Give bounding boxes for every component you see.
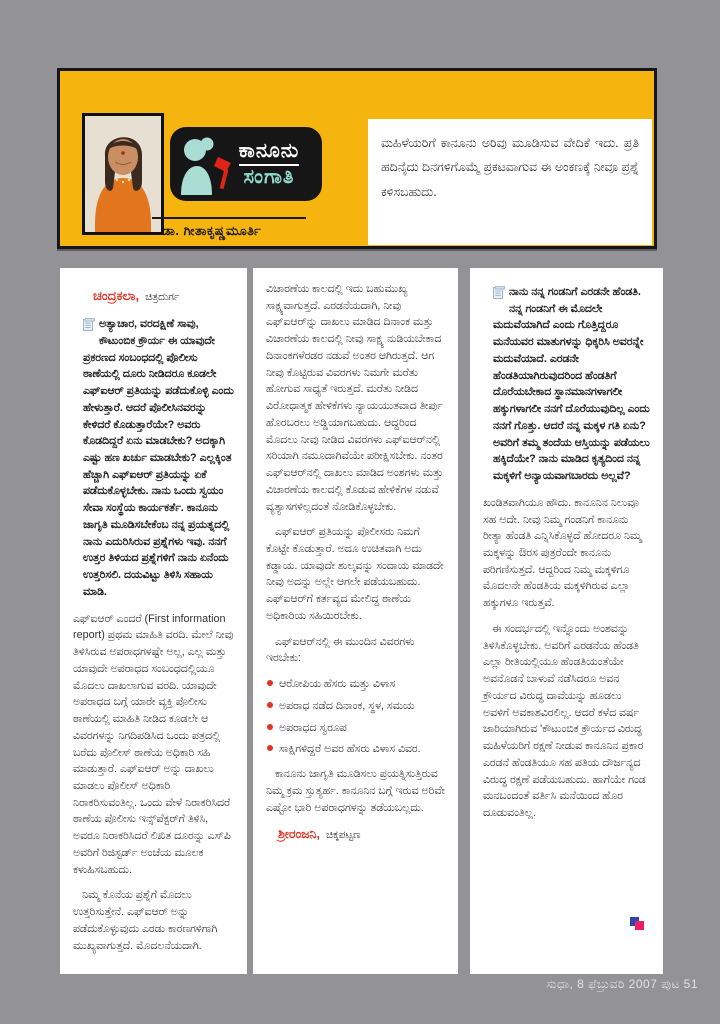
answer-paragraph: ನಿಮ್ಮ ಕೊನೆಯ ಪ್ರಶ್ನೆಗೆ ಮೊದಲು ಉತ್ತರಿಸುತ್ತೇನೆ. ಎಫ್ಐಆರ್ ಅನ್ನು ಪಡೆದುಕೊಳ್ಳುವುದು ಎರಡು ಕಾರಣಗಳಿಗಾಗಿ ಮುಖ್ಯವಾಗುತ್ತದೆ. ಮೊದಲನೆಯದಾಗಿ. — [73, 889, 218, 952]
question-paragraph — [493, 284, 650, 485]
questioner-place: ಚಿತ್ರದುರ್ಗ — [145, 291, 180, 303]
article-column-1 — [60, 268, 247, 974]
answer-paragraph: ಎಫ್ಐಆರ್‌ನಲ್ಲಿ ಈ ಮುಂದಿನ ವಿವರಗಳು ಇರಬೇಕು: — [266, 635, 415, 665]
answer-paragraph: ಎಫ್ಐಆರ್ ಪ್ರತಿಯನ್ನು ಪೊಲೀಸರು ನಿಮಗೆ ಕೊಟ್ಟೇ ಕೊಡುತ್ತಾರೆ. ಅದೂ ಉಚಿತವಾಗಿ ಅದು ಕಡ್ಡಾಯ. ಯಾವುದೇ ಶುಲ್ಕವನ್ನು ಸಂದಾಯ ಮಾಡದೇ ನೀವು ಅದನ್ನು ಅಲ್ಲೇ ಆಗಲೇ ಪಡೆಯಬಹುದು. ಎಫ್ಐಆರ್‌ಗೆ ಕರ್ತವ್ಯದ ಮೇಲಿದ್ದ ಠಾಣೆಯ ಅಧಿಕಾರಿಯ ಸಹಿಯಿರಬೇಕು. — [266, 526, 444, 622]
column-header-banner — [57, 68, 657, 249]
list-item-text: ಅಪರಾಧ ನಡೆದ ದಿನಾಂಕ, ಸ್ಥಳ, ಸಮಯ — [279, 699, 415, 712]
intro-text: ಮಹಿಳೆಯರಿಗೆ ಕಾನೂನು ಅರಿವು ಮೂಡಿಸುವ ವೇದಿಕೆ ಇದು. ಪ್ರತಿ ಹದಿನೈದು ದಿನಗಳಿಗೊಮ್ಮೆ ಪ್ರಕಟವಾಗುವ ಈ ಅಂಕಣಕ್ಕೆ ನೀವೂ ಪ್ರಶ್ನೆ ಕಳಿಸಬಹುದು. — [381, 136, 639, 199]
author-name: ಡಾ. ಗೀತಾಕೃಷ್ಣಮೂರ್ತಿ — [162, 223, 262, 238]
question-text: ನಾನು ನನ್ನ ಗಂಡನಿಗೆ ಎರಡನೇ ಹೆಂಡತಿ. ನನ್ನ ಗಂಡನಿಗೆ ಈ ಮೊದಲೇ ಮದುವೆಯಾಗಿದೆ ಎಂದು ಗೊತ್ತಿದ್ದರೂ ಮನೆಯವರ ಮಾತುಗಳನ್ನು ಧಿಕ್ಕರಿಸಿ ಅವರನ್ನೇ ಮದುವೆಯಾದೆ. ಎರಡನೇ ಹೆಂಡತಿಯಾಗಿರುವುದರಿಂದ ಹೆಂಡತಿಗೆ ದೊರೆಯಬೇಕಾದ ಸ್ಥಾನಮಾನಗಳಾಗಲೀ ಹಕ್ಕುಗಳಾಗಲೀ ನನಗೆ ದೊರೆಯುವುದಿಲ್ಲ ಎಂದು ನನಗೆ ಗೊತ್ತು. ಆದರೆ ನನ್ನ ಮಕ್ಕಳ ಗತಿ ಏನು? ಅವರಿಗೆ ತಮ್ಮ ತಂದೆಯ ಆಸ್ತಿಯನ್ನು ಪಡೆಯಲು ಹಕ್ಕಿದೆಯೇ? ನಾನು ಮಾಡಿದ ಕೃತ್ಯದಿಂದ ನನ್ನ ಮಕ್ಕಳಿಗೆ ಅನ್ಯಾಯವಾಗಬಾರದು ಅಲ್ಲವೆ? — [493, 286, 650, 483]
column-title — [224, 140, 314, 189]
questioner-name: ಚಂದ್ರಕಲಾ, — [93, 288, 140, 303]
questioner-heading — [93, 286, 234, 306]
article-column-3 — [470, 268, 663, 974]
author-divider-line — [152, 217, 306, 219]
article-end-mark-icon — [630, 917, 645, 932]
gavel-icon — [214, 157, 234, 194]
answer-paragraph: ಈ ಸಂದರ್ಭದಲ್ಲಿ ಇನ್ನೊಂದು ಅಂಶವನ್ನು ತಿಳಿಸಿಕೊಳ್ಳಬೇಕು. ಅವರಿಗೆ ಎರಡನೆಯ ಹೆಂಡತಿ ಎಲ್ಲಾ ರೀತಿಯಲ್ಲಿಯೂ ಹೆಂಡತಿಯಂತೆಯೇ ಅವನೊಡನೆ ಬಾಳುವೆ ನಡೆಸಿದರೂ ಅವನ ಕ್ರೌರ್ಯದ ವಿರುದ್ಧ ದಾವೆಯನ್ನು ಹೂಡಲು ಅವಳಿಗೆ ಅವಕಾಶವಿರಲಿಲ್ಲ. ಆದರೆ ಕಳೆದ ವರ್ಷ ಜಾರಿಯಾಗಿರುವ 'ಕೌಟುಂಬಿಕ ಕ್ರೌರ್ಯದ ವಿರುದ್ಧ ಮಹಿಳೆಯರಿಗೆ ರಕ್ಷಣೆ ನೀಡುವ ಕಾನೂನಿನ ಪ್ರಕಾರ ಎರಡನೆ ಹೆಂಡತಿಯೂ ಸಹ ಪತಿಯ ದೌರ್ಜನ್ಯದ ವಿರುದ್ಧ ರಕ್ಷಣೆ ಪಡೆಯಬಹುದು. ಹಾಗೆಯೇ ಗಂಡ ಮನಬಂದಂತೆ ವರ್ತಿಸಿ ಮನೆಯಿಂದ ಹೊರ ದೂಡುವಂತಿಲ್ಲ. — [483, 622, 646, 820]
list-item-text: ಆರೋಪಿಯ ಹೆಸರು ಮತ್ತು ವಿಳಾಸ — [279, 678, 396, 691]
list-item — [266, 741, 445, 758]
article-column-2 — [253, 268, 458, 974]
list-item-text: ಸಾಕ್ಷಿಗಳಿದ್ದರೆ ಅವರ ಹೆಸರು ವಿಳಾಸ ವಿವರ. — [279, 743, 421, 756]
end-mark-pink-square — [635, 921, 644, 930]
questioner-name: ಶ್ರೀರಂಜನಿ, — [278, 827, 320, 842]
question-paragraph — [83, 316, 234, 600]
question-note-icon — [83, 318, 95, 337]
answer-paragraph: ಎಫ್ಐಆರ್ ಎಂದರೆ (First information report) ಪ್ರಥಮ ಮಾಹಿತಿ ವರದಿ. ಮೇಲೆ ನೀವು ತಿಳಿಸಿರುವ ಅಪರಾಧಗಳಷ್ಟೇ ಅಲ್ಲ, ಎಲ್ಲ ಮತ್ತು ಯಾವುದೇ ಅಪರಾಧದ ಸಂಬಂಧದಲ್ಲಿಯೂ ಮೊದಲು ದಾಖಲಾಗುವ ವರದಿ. ಯಾವುದೇ ಅಪರಾಧದ ಬಗ್ಗೆ ಯಾರೇ ವ್ಯಕ್ತಿ ಪೊಲೀಸು ಠಾಣೆಯಲ್ಲಿ ಮಾಹಿತಿ ನೀಡಿದ ಕೂಡಲೇ ಆ ವಿವರಗಳನ್ನು ನಿಗದಿಪಡಿಸಿದ ಒಂದು ಪತ್ರದಲ್ಲಿ ಬರೆದು ಪೊಲೀಸ್ ಠಾಣೆಯ ಅಧಿಕಾರಿ ಸಹಿ ಮಾಡುತ್ತಾರೆ. ಎಫ್ಐಆರ್ ಅನ್ನು ದಾಖಲು ಮಾಡಲು ಪೊಲೀಸ್ ಅಧಿಕಾರಿ ನಿರಾಕರಿಸುವಂತಿಲ್ಲ. ಒಂದು ವೇಳೆ ನಿರಾಕರಿಸಿದರೆ ಠಾಣೆಯ ಪೊಲೀಸು ಇನ್ಸ್‌ಪೆಕ್ಟರ್‌ಗೆ ತಿಳಿಸಿ, ಅವರೂ ನಿರಾಕರಿಸಿದರೆ ಲಿಖಿತ ದೂರನ್ನು ಎಸ್‌ಪಿ ಅವರಿಗೆ ರಿಜಿಸ್ಟರ್ಡ್ ಅಂಚೆಯ ಮೂಲಕ ಕಳುಹಿಸಬಹುದು. — [73, 612, 234, 876]
next-questioner-heading — [278, 825, 445, 844]
fir-details-list — [266, 676, 445, 758]
answer-paragraph: ವಿಚಾರಣೆಯ ಕಾಲದಲ್ಲಿ ಇದು ಬಹುಮುಖ್ಯ ಸಾಕ್ಷ್ಯವಾಗುತ್ತದೆ. ಎರಡನೆಯದಾಗಿ, ನೀವು ಎಫ್ಐಆರ್‌ನ್ನು ದಾಖಲು ಮಾಡಿದ ದಿನಾಂಕ ಮತ್ತು ವಿಚಾರಣೆಯ ಕಾಲದಲ್ಲಿ ನೀವು ಸಾಕ್ಷ್ಯ ನುಡಿಯಬೇಕಾದ ದಿನಾಂಕಗಳೆರಡರ ನಡುವೆ ಅಂತರ ಆಗಿರುತ್ತದೆ. ಆಗ ನೀವು ಕೊಟ್ಟಿರುವ ವಿವರಗಳು ನಿಮಗೇ ಮರೆತು ಹೋಗುವ ಸಾಧ್ಯತೆ ಇರುತ್ತದೆ. ಮರೆತು ನೀಡಿದ ವಿರೋಧಾತ್ಮಕ ಹೇಳಿಕೆಗಳು ನ್ಯಾಯಯುತವಾದ ತೀರ್ಪು ಹೊರಬರಲು ಅಡ್ಡಿಯಾಗಬಹುದು. ಆದ್ದರಿಂದ ಮೊದಲು ನೀವು ನೀಡಿದ ವಿವರಗಳು ಎಫ್ಐಆರ್‌ನಲ್ಲಿ ಸರಿಯಾಗಿ ನಮೂದಾಗಿವೆಯೇ ಪರೀಕ್ಷಿಸಬೇಕು. ನಂತರ ಎಫ್ಐಆರ್‌ನಲ್ಲಿ ದಾಖಲು ಮಾಡಿದ ಅಂಶಗಳು ಮತ್ತು ವಿಚಾರಣೆಯ ಕಾಲದಲ್ಲಿ ಕೊಡುವ ಹೇಳಿಕೆಗಳ ನಡುವೆ ವ್ಯತ್ಯಾಸಗಳಿಲ್ಲದಂತೆ ನೋಡಿಕೊಳ್ಳಬೇಕು. — [266, 283, 444, 513]
list-item — [266, 720, 445, 737]
bullet-icon — [267, 702, 273, 708]
bullet-icon — [267, 745, 273, 751]
answer-paragraph: ಖಂಡಿತವಾಗಿಯೂ ಹೌದು. ಕಾನೂನಿನ ನಿಲುವೂ ಸಹ ಅದೇ. ನೀವು ನಿಮ್ಮ ಗಂಡನಿಗೆ ಕಾನೂನು ರೀತ್ಯಾ ಹೆಂಡತಿ ಎನ್ನಿಸಿಕೊಳ್ಳದೆ ಹೋದರೂ ನಿಮ್ಮ ಮಕ್ಕಳನ್ನು ಔರಸ ಪುತ್ರರೆಂದೇ ಕಾನೂನು ಪರಿಗಣಿಸುತ್ತದೆ. ಆದ್ದರಿಂದ ನಿಮ್ಮ ಮಕ್ಕಳಿಗೂ ಮೊದಲನೇ ಹೆಂಡತಿಯ ಮಕ್ಕಳಿಗಿರುವ ಎಲ್ಲಾ ಹಕ್ಕುಗಳೂ ಇರುತ್ತವೆ. — [483, 496, 642, 610]
column-logo — [170, 127, 322, 201]
intro-box — [368, 119, 652, 245]
bullet-icon — [267, 680, 273, 686]
question-text: ಅತ್ಯಾಚಾರ, ವರದಕ್ಷಿಣೆ ಸಾವು, ಕೌಟುಂಬಿಕ ಕ್ರೌರ್ಯ ಈ ಯಾವುದೇ ಪ್ರಕರಣದ ಸಂಬಂಧದಲ್ಲಿ ಪೊಲೀಸು ಠಾಣೆಯಲ್ಲಿ ದೂರು ನೀಡಿದರೂ ಕೂಡಲೇ ಎಫ್ಐಆರ್ ಪ್ರತಿಯನ್ನು ಪಡೆದುಕೊಳ್ಳಿ ಎಂದು ಹೇಳುತ್ತಾರೆ. ಆದರೆ ಪೊಲೀಸಿನವರನ್ನು ಕೇಳಿದರೆ ಕೊಡುತ್ತಾರೆಯೇ? ಅವರು ಕೊಡದಿದ್ದರೆ ಏನು ಮಾಡಬೇಕು? ಅದಕ್ಕಾಗಿ ಎಷ್ಟು ಹಣ ಖರ್ಚು ಮಾಡಬೇಕು? ಎಲ್ಲಕ್ಕಿಂತ ಹೆಚ್ಚಾಗಿ ಎಫ್ಐಆರ್ ಪ್ರತಿಯನ್ನು ಏಕೆ ಪಡೆದುಕೊಳ್ಳಬೇಕು. ನಾನು ಒಂದು ಸ್ವಯಂ ಸೇವಾ ಸಂಸ್ಥೆಯ ಕಾರ್ಯಕರ್ತೆ. ಕಾನೂನು ಜಾಗೃತಿ ಮೂಡಿಸಬೇಕೆಂಬ ನನ್ನ ಪ್ರಯತ್ನದಲ್ಲಿ ನಾನು ಎದುರಿಸಿರುವ ಪ್ರಶ್ನೆಗಳು ಇವು. ನನಗೆ ಉತ್ತರ ತಿಳಿಯದ ಪ್ರಶ್ನೆಗಳಿಗೆ ನಾನು ಏನೆಂದು ಉತ್ತರಿಸಲಿ. ದಯವಿಟ್ಟು ತಿಳಿಸಿ ಸಹಾಯ ಮಾಡಿ. — [83, 318, 234, 598]
bullet-icon — [267, 724, 273, 730]
page-footer: ಸುಧಾ, 8 ಫೆಬ್ರುವರಿ 2007 ಪುಟ 51 — [546, 977, 698, 991]
column-title-line2: ಸಂಗಾತಿ — [243, 165, 295, 188]
list-item — [266, 698, 445, 715]
author-portrait-illustration — [85, 116, 161, 232]
list-item-text: ಅಪರಾಧದ ಸ್ವರೂಪ — [279, 721, 347, 734]
list-item — [266, 676, 445, 693]
questioner-place: ಚಿಕ್ಕಪಟ್ಟಣ — [325, 829, 361, 842]
question-note-icon — [493, 286, 505, 305]
closing-paragraph: ಕಾನೂನು ಜಾಗೃತಿ ಮೂಡಿಸಲು ಪ್ರಯತ್ನಿಸುತ್ತಿರುವ ನಿಮ್ಮ ಕ್ರಮ ಸ್ತುತ್ಯರ್ಹ. ಕಾನೂನಿನ ಬಗ್ಗೆ ಇರುವ ಅರಿವೇ ಎಷ್ಟೋ ಭಾರಿ ಅಪರಾಧಗಳನ್ನು ತಡೆಯಬಲ್ಲದು. — [266, 768, 445, 814]
column-title-line1: ಕಾನೂನು — [239, 140, 299, 166]
